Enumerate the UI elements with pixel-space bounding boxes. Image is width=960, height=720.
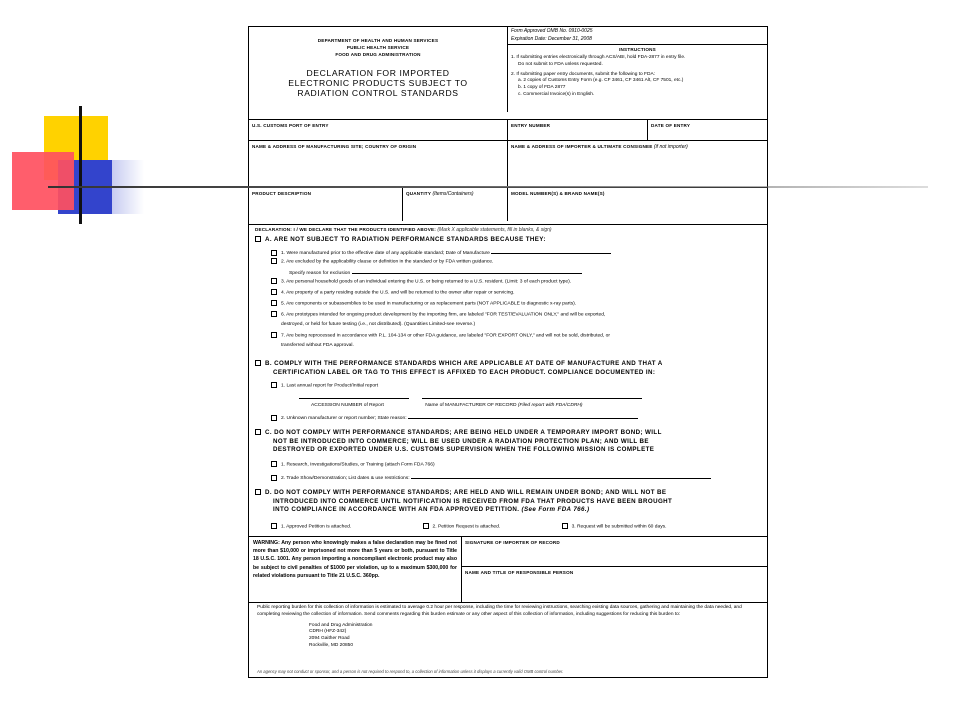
decorative-horizontal-line [48,186,928,188]
trade-show-dates-blank[interactable] [411,473,711,479]
item-a2-text: 2. Are excluded by the applicability clause or definition in the standard or by FDA written guidance. [281,259,494,265]
address-line-4: Rockville, MD 20850 [309,642,353,648]
section-a-item-6-cont [281,321,761,328]
responsible-person-field[interactable]: NAME AND TITLE OF RESPONSIBLE PERSON [465,570,574,575]
fda-address [249,621,767,650]
checkbox-b1[interactable] [271,382,277,388]
agency-block [249,27,507,112]
instruction-2b: b. 1 copy of FDA 2877 [518,85,566,91]
omb-footnote: An agency may not conduct or sponsor, and a person is not required to respond to, a collection of information unless it displays a currently valid OMB control number. [257,669,564,674]
item-a1-text: 1. Were manufactured prior to the effective date of any applicable standard; Date of Manufacture [281,251,490,256]
section-a [255,236,761,245]
omb-number: Form Approved OMB No. 0910-0025 [511,28,593,34]
quantity-label: QUANTITY [406,191,432,196]
section-a-checkbox[interactable] [255,236,261,242]
accession-number-label: ACCESSION NUMBER of Report [311,403,384,408]
port-of-entry-field[interactable]: U.S. CUSTOMS PORT OF ENTRY [252,123,329,128]
manufacturer-of-record-blank[interactable] [422,393,642,399]
section-d-heading-1 [255,489,761,498]
manufacturer-of-record-label: Name of MANUFACTURER OF RECORD [425,403,517,408]
section-c-heading-1-text: C. DO NOT COMPLY WITH PERFORMANCE STANDARDS; ARE BEING HELD UNDER A TEMPORARY IMPORT BOND; WILL [265,429,662,436]
form-title-line-3: RADIATION CONTROL STANDARDS [297,88,459,98]
importer-address-label: NAME & ADDRESS OF IMPORTER & ULTIMATE CONSIGNEE [511,144,653,149]
item-a7-cont-text: transferred without FDA approval. [281,343,354,348]
section-c-item-1 [271,461,761,468]
item-b1-text: 1. Last annual report for Product/Initial report [281,383,379,389]
decorative-red-square [12,152,74,210]
manufacturer-of-record-note: (Filed report with FDA/CDRH) [517,403,583,408]
decorative-vertical-line [79,106,82,224]
option-d2-text: 2. Petition Request is attached. [432,524,501,530]
section-b-heading-2: CERTIFICATION LABEL OR TAG TO THIS EFFECT IS AFFIXED TO EACH PRODUCT. COMPLIANCE DOCUMENTED IN: [273,368,656,376]
fda-2877-form [248,26,768,678]
signature-block [461,537,767,603]
importer-address-note: (if not importer) [653,144,688,150]
instruction-1b: Do not submit to FDA unless requested. [518,61,603,67]
section-c-heading-3: DESTROYED OR EXPORTED UNDER U.S. CUSTOMS SUPERVISION WHEN THE FOLLOWING MISSION IS COMPLETE [273,446,655,454]
section-c-item-2 [271,473,761,482]
form-title-line-1: DECLARATION FOR IMPORTED [306,68,450,78]
warning-text: WARNING: Any person who knowingly makes a false declaration may be fined not more than $10,000 or imprisoned not more than 5 years or both, pursuant to Title 18 U.S.C. 1001. Any person importing a noncompliant electronic product may also be subject to civil penalties of $1000 per violation, up to a maximum $300,000 for related violations pursuant to Title 21 U.S.C. 360pp. [253,540,457,579]
entry-info-row [249,119,767,141]
item-c1-text: 1. Research, Investigations/Studies, or Training (attach Form FDA 766) [281,462,435,468]
entry-number-field[interactable]: ENTRY NUMBER [507,120,647,141]
accession-number-blank[interactable] [299,393,409,399]
section-c-heading-2: NOT BE INTRODUCED INTO COMMERCE; WILL BE USED UNDER A RADIATION PROTECTION PLAN; AND WILL BE [273,437,649,445]
section-d [255,489,761,515]
section-b [255,360,761,377]
section-a-heading [255,236,761,245]
burden-row [249,602,767,677]
option-d3-text: 3. Request will be submitted within 60 days. [571,524,667,530]
item-a7-text: 7. Are being reprocessed in accordance with P.L. 104-134 or other FDA guidance, are labeled "FOR EXPORT ONLY," and will not be sold, distributed, or [281,333,610,339]
section-a-item-1 [271,248,761,257]
section-d-heading-3 [255,506,761,515]
section-a-item-3 [271,278,761,285]
section-b-item-2 [271,413,761,422]
instructions-heading: INSTRUCTIONS [619,47,656,52]
section-b-checkbox[interactable] [255,360,261,366]
exclusion-reason-blank[interactable] [352,268,582,274]
dept-name: DEPARTMENT OF HEALTH AND HUMAN SERVICES [317,38,439,43]
model-number-field[interactable]: MODEL NUMBER(S) & BRAND NAME(S) [507,188,767,221]
item-c2-text: 2. Trade Show/Demonstration; List dates & use restrictions: [281,476,410,481]
checkbox-a5[interactable] [271,300,277,306]
section-d-checkbox[interactable] [255,489,261,495]
checkbox-d1[interactable] [271,523,277,529]
item-a6-cont-text: destroyed, or held for future testing (i.e., not distributed). (Quantities Limited-see reverse.) [281,322,476,327]
service-name: PUBLIC HEALTH SERVICE [346,45,410,50]
section-a-item-6 [271,311,761,318]
item-a3-text: 3. Are personal household goods of an individual entering the U.S. or being returned to a U.S. resident. (Limit: 3 of each product type). [281,279,572,285]
item-a2-reason-text: Specify reason for exclusion [289,271,351,276]
section-c-checkbox[interactable] [255,429,261,435]
address-row [249,140,767,186]
checkbox-b2[interactable] [271,415,277,421]
checkbox-a4[interactable] [271,289,277,295]
item-b2-text: 2. Unknown manufacturer or report number; State reason: [281,416,407,421]
item-a5-text: 5. Are components or subassemblies to be used in manufacturing or as replacement parts (NOT APPLICABLE to diagnostic x-ray parts). [281,301,577,307]
checkbox-a1[interactable] [271,250,277,256]
section-b-blanks [299,393,761,402]
item-a6-text: 6. Are prototypes intended for ongoing product development by the importing firm, are labeled "FOR TEST/EVALUATION ONLY," and will be exported, [281,312,606,318]
section-d-heading-3-note: (See Form FDA 766.) [521,506,590,514]
section-a-heading-text: A. ARE NOT SUBJECT TO RADIATION PERFORMANCE STANDARDS BECAUSE THEY: [265,236,546,243]
section-b-heading-1 [255,360,761,369]
item-a4-text: 4. Are property of a party residing outside the U.S. and will be returned to the owner after repair or servicing. [281,290,515,296]
signature-field[interactable]: SIGNATURE OF IMPORTER OF RECORD [462,537,767,567]
quantity-field[interactable] [402,188,507,221]
section-b-heading-1-text: B. COMPLY WITH THE PERFORMANCE STANDARDS WHICH ARE APPLICABLE AT DATE OF MANUFACTURE AND THAT A [265,360,663,367]
section-d-heading-2: INTRODUCED INTO COMMERCE UNTIL NOTIFICATION IS RECEIVED FROM FDA THAT PRODUCTS HAVE BEEN BROUGHT [273,497,673,505]
section-a-item-5 [271,300,761,307]
section-a-item-2-reason [289,268,761,277]
declaration-lead-text: DECLARATION: I / WE DECLARE THAT THE PRODUCTS IDENTIFIED ABOVE: [255,227,436,232]
instruction-2: 2. If submitting paper entry documents, submit the following to FDA: [511,71,655,77]
instruction-2a: a. 2 copies of Customs Entry Form (e.g. CF 3461, CF 3461 Alt, CF 7501, etc.) [518,78,684,84]
checkbox-c1[interactable] [271,461,277,467]
unknown-reason-blank[interactable] [408,413,638,419]
date-of-manufacture-blank[interactable] [491,248,611,254]
expiration-date: Expiration Date: December 31, 2008 [508,36,767,45]
section-d-heading-1-text: D. DO NOT COMPLY WITH PERFORMANCE STANDARDS; ARE HELD AND WILL REMAIN UNDER BOND; AND WILL NOT BE [265,489,667,496]
section-b-item-1 [271,382,761,389]
checkbox-a6[interactable] [271,311,277,317]
section-d-heading-3-text: INTO COMPLIANCE IN ACCORDANCE WITH AN FDA APPROVED PETITION. [273,506,520,514]
section-a-item-7 [271,332,761,339]
burden-text: Public reporting burden for this collection of information is estimated to average 0.2 hour per response, including the time for reviewing instructions, searching existing data sources, gathering and maintaining the data needed, and completing reviewing the collection of information. Send comments regarding this burden estimate or any other aspect of this collection of information, including suggestions for reducing this burden to: [257,605,742,617]
checkbox-c2[interactable] [271,475,277,481]
entry-date-field[interactable]: DATE OF ENTRY [647,120,767,141]
address-line-3: 2094 Gaither Road [309,636,350,642]
instruction-1: 1. If submitting entries electronically through ACS/ABI, hold FDA-2877 in entry file. [511,55,686,60]
address-line-1: Food and Drug Administration [309,622,373,628]
checkbox-a2[interactable] [271,258,277,264]
product-row [249,187,767,221]
address-line-2: CDRH (HFZ-342) [309,629,347,635]
instructions-block [507,27,767,112]
instruction-2c: c. Commercial Invoice(s) in English. [518,91,595,97]
declaration-lead-row [249,224,767,234]
quantity-note: (Items/Containers) [432,191,474,197]
form-title-line-2: ELECTRONIC PRODUCTS SUBJECT TO [288,78,468,88]
checkbox-d3[interactable] [562,523,568,529]
checkbox-a3[interactable] [271,278,277,284]
manufacturer-address-field[interactable]: NAME & ADDRESS OF MANUFACTURING SITE; COUNTRY OF ORIGIN [252,144,417,149]
section-c [255,429,761,455]
option-d1-text: 1. Approved Petition is attached. [281,524,352,530]
declaration-lead-note: (Mark X applicable statements, fill in blanks, & sign) [437,227,552,233]
checkbox-d2[interactable] [423,523,429,529]
section-d-options [271,523,761,530]
section-a-item-2 [271,258,761,265]
warning-signature-row [249,536,767,603]
section-c-heading-1 [255,429,761,438]
checkbox-a7[interactable] [271,332,277,338]
declaration-lead [249,225,767,235]
product-description-field[interactable]: PRODUCT DESCRIPTION [252,191,312,196]
section-a-item-4 [271,289,761,296]
section-a-item-7-cont [281,342,761,349]
form-header [249,27,767,112]
importer-address-field[interactable] [507,141,767,186]
agency-name: FOOD AND DRUG ADMINISTRATION [335,52,421,57]
section-b-blank-labels [311,402,761,409]
